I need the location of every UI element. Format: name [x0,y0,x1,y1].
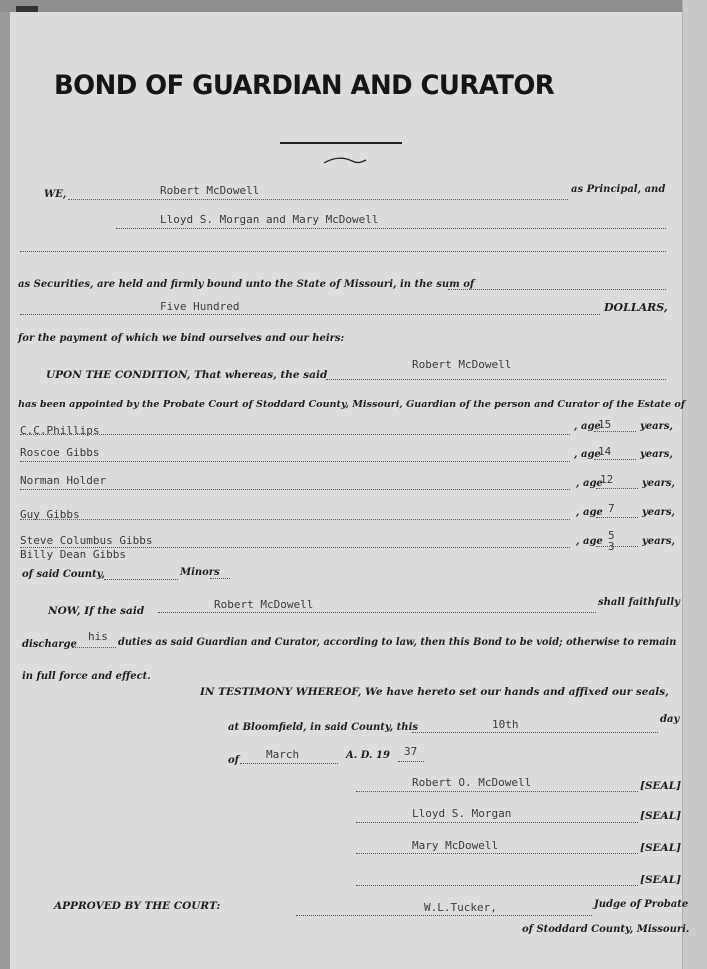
securities-names: Lloyd S. Morgan and Mary McDowell [160,213,379,226]
minor-2-line [20,461,570,462]
pronoun: his [88,630,108,643]
minor-5-age: 5 [608,529,615,542]
bond-amount: Five Hundred [160,300,240,313]
years-label: years, [640,449,674,460]
as-principal-label: as Principal, and [571,184,666,195]
scan-mark [16,6,38,12]
securities-clause: as Securities, are held and firmly bound unto the State of Missouri, in the sum of [18,279,475,290]
minor-4-line [20,519,570,520]
age-3-line [596,488,638,489]
title-rule [280,142,402,144]
minor-3-name: Norman Holder [20,474,107,487]
age-label: , age [576,478,603,489]
scan-edge-top [0,0,707,12]
said-line [326,379,666,380]
principal-name: Robert McDowell [160,184,260,197]
condition-clause: UPON THE CONDITION, That whereas, the said [46,369,328,381]
years-label: years, [642,536,676,547]
scan-edge-right [682,0,707,969]
we-label: WE, [44,189,67,200]
signature-1: Robert O. McDowell [412,776,532,789]
county-name: of Stoddard County, Missouri. [522,924,690,935]
judge-line [296,915,592,916]
county-label: of said County, [22,569,105,580]
minor-6-age: 3 [608,540,615,553]
sum-line [448,289,666,290]
age-2-line [594,459,636,460]
minor-2-age: 14 [598,445,612,458]
appointment-clause: has been appointed by the Probate Court of Stoddard County, Missouri, Guardian of the person and Curator of the Estate of [18,399,685,410]
scan-edge-left [0,0,10,969]
age-label: , age [576,507,603,518]
years-label: years, [642,478,676,489]
age-1-line [594,431,636,432]
discharge-line [72,647,116,648]
amount-line [20,314,600,315]
securities-line-2 [20,251,666,252]
of-label: of [228,755,239,766]
age-label: , age [574,421,601,432]
signature-2: Lloyd S. Morgan [412,807,512,820]
document-title: BOND OF GUARDIAN AND CURATOR [54,70,555,101]
testimony-clause: IN TESTIMONY WHEREOF, We have hereto set our hands and affixed our seals, [200,686,669,698]
signature-line-2 [356,822,638,823]
securities-line-1 [116,228,666,229]
years-label: years, [640,421,674,432]
minor-1-age: 15 [598,418,612,431]
minors-label: Minors [180,567,220,578]
age-5-line [596,546,638,547]
age-4-line [596,517,638,518]
day-value: 10th [492,718,519,731]
signature-line-1 [356,791,638,792]
duties-clause: duties as said Guardian and Curator, according to law, then this Bond to be void; otherwise to remain [118,637,677,648]
ad-label: A. D. 19 [346,750,390,761]
seal-label-1: [SEAL] [640,780,682,792]
signature-line-4 [356,885,638,886]
seal-label-4: [SEAL] [640,874,682,886]
faithfully-label: shall faithfully [598,597,680,608]
approved-label: APPROVED BY THE COURT: [54,900,221,912]
full-force: in full force and effect. [22,671,151,682]
payment-clause: for the payment of which we bind ourselves and our heirs: [18,333,345,344]
bloomfield-label: at Bloomfield, in said County, this [228,722,418,733]
day-line [412,732,658,733]
month-value: March [266,748,300,761]
discharge-label: discharge [22,639,77,650]
year-line [398,761,424,762]
day-label: day [660,714,680,725]
swash-ornament [322,156,368,166]
minor-6-name: Billy Dean Gibbs [20,548,126,561]
dollars-label: DOLLARS, [604,301,668,314]
minor-4-name: Guy Gibbs [20,508,80,521]
minors-line [210,578,230,579]
county-line [104,579,178,580]
minor-1-line [20,434,570,435]
minor-1-name: C.C.Phillips [20,424,100,437]
age-label: , age [574,449,601,460]
now-line [158,612,596,613]
minor-3-age: 12 [600,473,614,486]
now-label: NOW, If the said [48,605,145,617]
age-label: , age [576,536,603,547]
minor-3-line [20,489,570,490]
minor-5-name: Steve Columbus Gibbs [20,534,153,547]
seal-label-3: [SEAL] [640,842,682,854]
year-value: 37 [404,745,418,758]
judge-title: Judge of Probate [594,899,689,910]
judge-signature: W.L.Tucker, [424,901,497,914]
minor-4-age: 7 [608,502,615,515]
principal-line [68,199,568,200]
years-label: years, [642,507,676,518]
signature-line-3 [356,853,638,854]
signature-3: Mary McDowell [412,839,499,852]
seal-label-2: [SEAL] [640,810,682,822]
condition-name: Robert McDowell [412,358,512,371]
minor-2-name: Roscoe Gibbs [20,446,100,459]
now-name: Robert McDowell [214,598,314,611]
month-line [240,763,338,764]
